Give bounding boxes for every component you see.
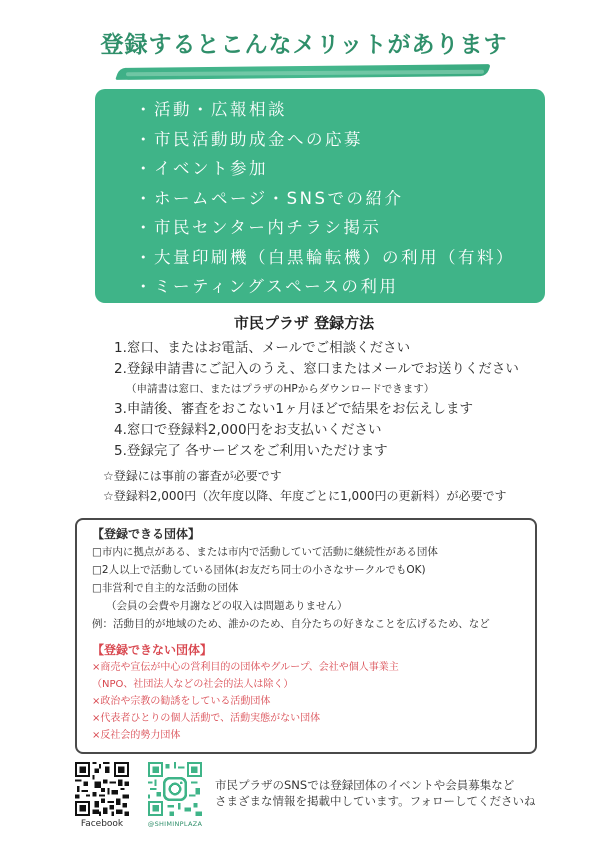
ineligible-heading: 【登録できない団体】 (92, 643, 213, 657)
registration-notes (103, 466, 593, 506)
step-subnote: （申請書は窓口、またはプラザのHPからダウンロードできます） (126, 383, 435, 395)
merit-item: ・大量印刷機（白黒輪転機）の利用（有料） (135, 247, 515, 267)
merit-item: ・市民活動助成金への応募 (135, 129, 363, 149)
ineligible-line: （NPO、社団法人などの社会的法人は除く） (92, 679, 294, 690)
instagram-qr-code[interactable] (148, 762, 202, 816)
merit-item: ・活動・広報相談 (135, 100, 287, 119)
sns-message (215, 777, 595, 809)
eligible-line: （会員の会費や月謝などの収入は問題ありません） (106, 600, 348, 612)
eligible-line: □非営利で自主的な活動の団体 (92, 582, 239, 594)
sns-line: 市民プラザのSNSでは登録団体のイベントや会員募集など (215, 778, 515, 792)
registration-steps (114, 338, 594, 462)
note-item: ☆登録料2,000円（次年度以降、年度ごとに1,000円の更新料）が必要です (103, 489, 507, 503)
eligible-example: 例：活動目的が地域のため、誰かのため、自分たちの好きなことを広げるため、など (92, 618, 490, 630)
note-item: ☆登録には事前の審査が必要です (103, 469, 282, 483)
organization-criteria-box (75, 518, 537, 754)
eligible-heading: 【登録できる団体】 (92, 527, 201, 541)
merits-panel (95, 89, 545, 303)
merit-item: ・市民センター内チラシ掲示 (135, 218, 382, 237)
registration-method-title: 市民プラザ 登録方法 (233, 314, 375, 332)
page-title: 登録するとこんなメリットがあります (100, 32, 508, 58)
merit-item: ・ミーティングスペースの利用 (135, 277, 399, 296)
merit-item: ・ホームページ・SNSでの紹介 (135, 188, 404, 208)
step-item: 1.窓口、またはお電話、メールでご相談ください (114, 340, 411, 356)
instagram-caption: @SHIMINPLAZA (147, 820, 203, 828)
ineligible-line: ×代表者ひとりの個人活動で、活動実態がない団体 (92, 713, 321, 724)
step-item: 3.申請後、審査をおこない1ヶ月ほどで結果をお伝えします (114, 401, 473, 417)
facebook-qr-code[interactable] (75, 762, 129, 816)
ineligible-line: ×反社会的勢力団体 (92, 730, 181, 741)
eligible-line: □市内に拠点がある、または市内で活動していて活動に継続性がある団体 (92, 546, 438, 558)
merit-item: ・イベント参加 (135, 159, 268, 178)
step-item: 4.窓口で登録料2,000円をお支払いください (114, 422, 382, 438)
sns-line: さまざまな情報を掲載中しています。フォローしてくださいね (215, 794, 536, 808)
step-item: 2.登録申請書にご記入のうえ、窓口またはメールでお送りください (114, 361, 519, 377)
eligible-line: □2人以上で活動している団体(お友だち同士の小さなサークルでもOK) (92, 564, 426, 576)
step-item: 5.登録完了 各サービスをご利用いただけます (114, 443, 388, 459)
facebook-caption: Facebook (80, 819, 124, 829)
ineligible-line: ×政治や宗教の勧誘をしている活動団体 (92, 696, 271, 707)
ineligible-line: ×商売や宣伝が中心の営利目的の団体やグループ、会社や個人事業主 (92, 662, 399, 673)
